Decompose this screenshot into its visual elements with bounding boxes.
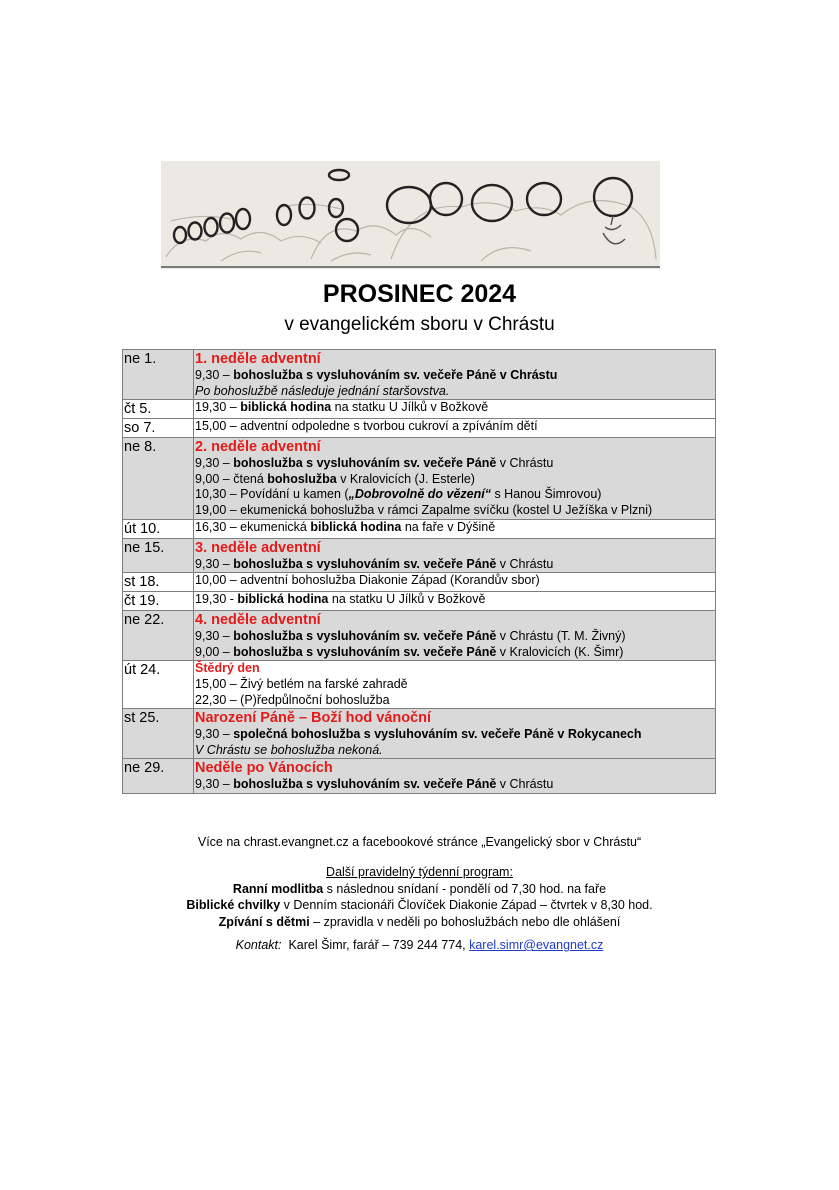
schedule-text: společná bohoslužba s vysluhováním sv. večeře Páně v Rokycanech <box>233 727 642 742</box>
schedule-line <box>195 472 714 488</box>
schedule-description <box>194 573 716 592</box>
page-title: PROSINEC 2024 <box>322 280 517 308</box>
regular-program-item <box>0 881 839 898</box>
regular-program-item-name: Ranní modlitba <box>232 881 324 896</box>
schedule-description <box>194 350 716 400</box>
schedule-text: biblická hodina <box>237 592 329 607</box>
schedule-line <box>195 520 714 536</box>
schedule-heading: Narození Páně – Boží hod vánoční <box>195 710 432 727</box>
schedule-text: bohoslužba s vysluhováním sv. večeře Páně <box>233 456 497 471</box>
schedule-text: 15,00 – Živý betlém na farské zahradě <box>195 676 408 691</box>
schedule-heading: Štědrý den <box>195 661 260 676</box>
schedule-line <box>195 456 714 472</box>
schedule-description <box>194 759 716 794</box>
regular-program <box>0 864 839 930</box>
schedule-line <box>195 487 714 503</box>
schedule-description <box>194 538 716 573</box>
schedule-line <box>195 693 714 709</box>
schedule-text: bohoslužba s vysluhováním sv. večeře Páně <box>233 556 497 571</box>
schedule-day: ne 22. <box>123 611 194 661</box>
schedule-row <box>123 573 716 592</box>
schedule-line <box>195 727 714 743</box>
schedule-text: na faře v Dýšině <box>401 519 496 534</box>
schedule-row <box>123 661 716 709</box>
schedule-day: ne 1. <box>123 350 194 400</box>
regular-program-item <box>0 914 839 931</box>
regular-program-item-name: Zpívání s dětmi <box>218 914 310 929</box>
schedule-line <box>195 629 714 645</box>
schedule-day: ne 29. <box>123 759 194 794</box>
schedule-text: 22,30 – (P)ředpůlnoční bohoslužba <box>195 692 390 707</box>
schedule-text: na statku U Jílků v Božkově <box>328 592 486 607</box>
schedule-heading: 2. neděle adventní <box>195 439 321 456</box>
schedule-row <box>123 400 716 419</box>
schedule-text: biblická hodina <box>310 519 402 534</box>
schedule-text: v Kralovicích (K. Šimr) <box>496 644 624 659</box>
schedule-line <box>195 645 714 661</box>
schedule-text: v Chrástu (T. M. Živný) <box>496 629 626 644</box>
schedule-row <box>123 759 716 794</box>
schedule-day: ne 8. <box>123 438 194 519</box>
schedule-text: 15,00 – adventní odpoledne s tvorbou cukroví a zpíváním dětí <box>195 419 538 434</box>
schedule-text: v Chrástu <box>496 777 554 792</box>
schedule-text: 9,30 – <box>195 556 234 571</box>
schedule-row <box>123 519 716 538</box>
schedule-day: ne 15. <box>123 538 194 573</box>
schedule-text: bohoslužba s vysluhováním sv. večeře Páně <box>233 644 497 659</box>
schedule-line <box>195 400 714 416</box>
schedule-text: 9,00 – čtená <box>195 471 268 486</box>
schedule-heading: 3. neděle adventní <box>195 539 321 556</box>
schedule-text: bohoslužba s vysluhováním sv. večeře Páně <box>233 777 497 792</box>
schedule-row <box>123 709 716 759</box>
regular-program-item-name: Biblické chvilky <box>186 898 281 912</box>
schedule-text: v Chrástu <box>496 556 554 571</box>
schedule-text: 9,30 – <box>195 777 234 792</box>
contact-email-link[interactable]: karel.simr@evangnet.cz <box>469 938 604 952</box>
schedule-line <box>195 384 714 400</box>
schedule-day: čt 5. <box>123 400 194 419</box>
schedule-text: 9,30 – <box>195 727 234 742</box>
schedule-text: 19,30 – <box>195 400 241 415</box>
schedule-description <box>194 419 716 438</box>
schedule-text: V Chrástu se bohoslužba nekoná. <box>195 742 383 757</box>
schedule-line <box>195 573 714 589</box>
schedule-line <box>195 557 714 573</box>
schedule-heading: 4. neděle adventní <box>195 612 321 629</box>
regular-program-heading: Další pravidelný týdenní program: <box>326 865 513 879</box>
schedule-text: bohoslužba s vysluhováním sv. večeře Páně <box>233 629 497 644</box>
header-drawing-image <box>161 161 660 269</box>
schedule-text: biblická hodina <box>240 400 332 415</box>
schedule-day: út 24. <box>123 661 194 709</box>
schedule-row <box>123 592 716 611</box>
schedule-text: bohoslužba <box>267 471 337 486</box>
schedule-text: 19,00 – ekumenická bohoslužba v rámci Zapalme svíčku (kostel U Ježíška v Plzni) <box>195 502 653 517</box>
schedule-description <box>194 592 716 611</box>
schedule-description <box>194 400 716 419</box>
schedule-text: v Chrástu <box>496 456 554 471</box>
schedule-description <box>194 661 716 709</box>
schedule-text: 19,30 - <box>195 592 238 607</box>
schedule-description <box>194 709 716 759</box>
schedule-line <box>195 677 714 693</box>
regular-program-item-text: – zpravidla v neděli po bohoslužbách nebo dle ohlášení <box>309 914 621 929</box>
schedule-text: 16,30 – ekumenická <box>195 519 311 534</box>
schedule-day: čt 19. <box>123 592 194 611</box>
regular-program-item-text: v Denním stacionáři Človíček Diakonie Západ – čtvrtek v 8,30 hod. <box>280 898 653 912</box>
contact-label: Kontakt: <box>235 938 282 952</box>
schedule-description <box>194 438 716 519</box>
schedule-text: Po bohoslužbě následuje jednání staršovstva. <box>195 383 450 398</box>
schedule-text: s Hanou Šimrovou) <box>490 487 602 502</box>
schedule-text: bohoslužba s vysluhováním sv. večeře Páně v Chrástu <box>233 368 558 382</box>
schedule-line <box>195 503 714 519</box>
schedule-heading: Neděle po Vánocích <box>195 760 333 777</box>
schedule-row <box>123 538 716 573</box>
contact-text: Karel Šimr, farář – 739 244 774, <box>281 938 470 952</box>
schedule-description <box>194 519 716 538</box>
schedule-day: út 10. <box>123 519 194 538</box>
contact-line <box>0 938 839 952</box>
regular-program-item-text: s následnou snídaní - pondělí od 7,30 hod. na faře <box>323 881 607 896</box>
schedule-line <box>195 592 714 608</box>
schedule-line <box>195 368 714 384</box>
schedule-text: v Kralovicích (J. Esterle) <box>336 471 475 486</box>
schedule-description <box>194 611 716 661</box>
schedule-day: st 25. <box>123 709 194 759</box>
schedule-text: 9,30 – <box>195 368 234 382</box>
schedule-text: na statku U Jílků v Božkově <box>331 400 489 415</box>
schedule-text: 9,30 – <box>195 456 234 471</box>
schedule-line <box>195 419 714 435</box>
schedule-text: 9,00 – <box>195 644 234 659</box>
schedule-row <box>123 438 716 519</box>
schedule-table <box>122 349 716 794</box>
web-note: Více na chrast.evangnet.cz a facebookové stránce „Evangelický sbor v Chrástu“ <box>197 835 642 849</box>
schedule-text: 9,30 – <box>195 629 234 644</box>
page-subtitle: v evangelickém sboru v Chrástu <box>284 314 555 335</box>
schedule-day: st 18. <box>123 573 194 592</box>
schedule-heading: 1. neděle adventní <box>195 351 321 367</box>
schedule-text: „Dobrovolně do vězení“ <box>348 487 491 502</box>
regular-program-item <box>0 897 839 914</box>
schedule-line <box>195 777 714 793</box>
schedule-text: 10,00 – adventní bohoslužba Diakonie Západ (Korandův sbor) <box>195 573 540 588</box>
schedule-row <box>123 350 716 400</box>
schedule-day: so 7. <box>123 419 194 438</box>
schedule-line <box>195 743 714 759</box>
schedule-row <box>123 611 716 661</box>
schedule-row <box>123 419 716 438</box>
schedule-text: 10,30 – Povídání u kamen ( <box>195 487 349 502</box>
